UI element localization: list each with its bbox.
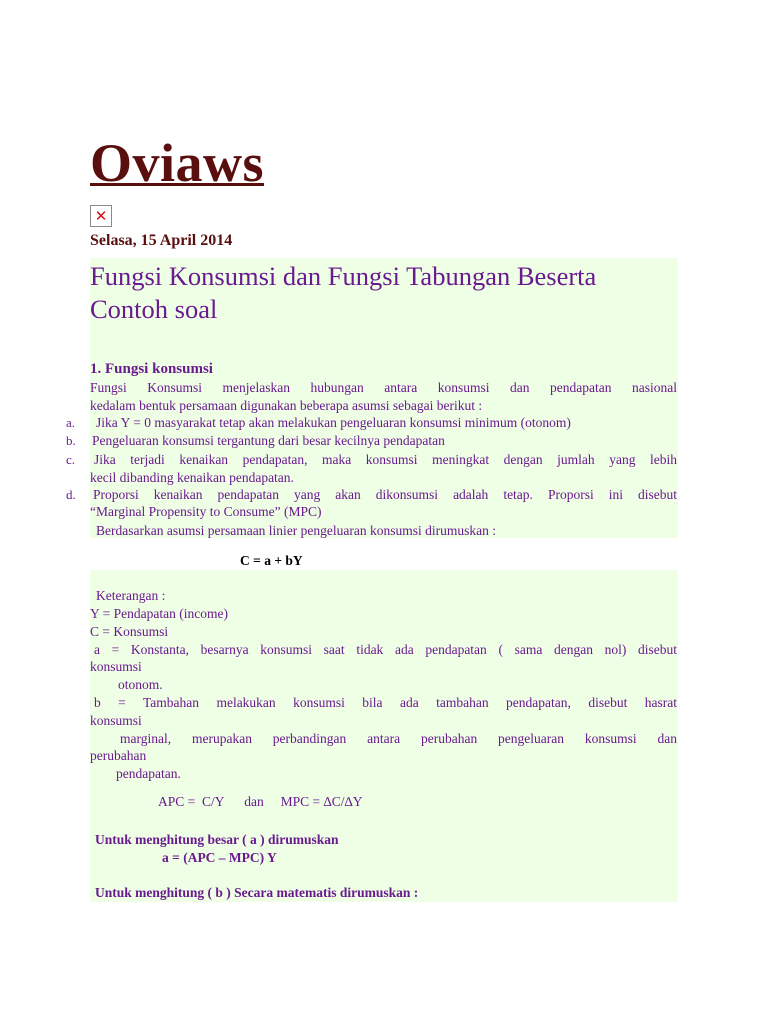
apc-mpc-formula: APC = C/Y dan MPC = ∆C/∆Y [158,794,363,809]
post-title-line: Fungsi Konsumsi dan Fungsi Tabungan Beserta [90,261,597,291]
list-item: Jika Y = 0 masyarakat tetap akan melakukan pengeluaran konsumsi minimum (otonom) [96,415,571,430]
definition-a-continuation: konsumsi [90,659,142,674]
calc-a-formula: a = (APC – MPC) Y [162,850,277,865]
consumption-formula: C = a + bY [240,553,303,568]
definition-y: Y = Pendapatan (income) [90,606,228,621]
definition-a: a = Konstanta, besarnya konsumsi saat tidak ada pendapatan ( sama dengan nol) disebut [94,642,677,657]
definition-c: C = Konsumsi [90,624,169,639]
definition-b-continuation: pendapatan. [116,766,181,781]
list-item: Proporsi kenaikan pendapatan yang akan dikonsumsi adalah tetap. Proporsi ini disebut [93,487,677,502]
list-marker: a. [66,415,76,430]
intro-paragraph-line: Fungsi Konsumsi menjelaskan hubungan antara konsumsi dan pendapatan nasional [90,380,677,395]
definition-b-continuation: marginal, merupakan perbandingan antara perubahan pengeluaran konsumsi dan [120,731,677,746]
formula-intro: Berdasarkan asumsi persamaan linier pengeluaran konsumsi dirumuskan : [96,523,497,538]
intro-paragraph-line: kedalam bentuk persamaan digunakan beberapa asumsi sebagai berikut : [90,398,483,413]
section-heading: 1. Fungsi konsumsi [90,361,213,377]
post-title[interactable] [90,260,678,326]
list-marker: c. [66,452,76,467]
list-marker: d. [66,487,76,502]
list-item: Jika terjadi kenaikan pendapatan, maka konsumsi meningkat dengan jumlah yang lebih [94,452,677,467]
blog-title[interactable]: Oviaws [90,133,265,193]
calc-a-label: Untuk menghitung besar ( a ) dirumuskan [95,832,339,847]
list-marker: b. [66,433,76,448]
definition-b-continuation: perubahan [90,748,147,763]
calc-b-label: Untuk menghitung ( b ) Secara matematis dirumuskan : [95,885,419,900]
definition-b: b = Tambahan melakukan konsumsi bila ada tambahan pendapatan, disebut hasrat [94,695,677,710]
list-item: Pengeluaran konsumsi tergantung dari besar kecilnya pendapatan [92,433,445,448]
keterangan-label: Keterangan : [96,588,166,603]
broken-image-icon: ✕ [90,205,112,227]
definition-a-continuation: otonom. [118,677,163,692]
post-title-line: Contoh soal [90,294,218,324]
list-item-continuation: “Marginal Propensity to Consume” (MPC) [90,504,322,519]
list-item-continuation: kecil dibanding kenaikan pendapatan. [90,470,294,485]
definition-b-continuation: konsumsi [90,713,142,728]
post-date: Selasa, 15 April 2014 [90,232,233,249]
